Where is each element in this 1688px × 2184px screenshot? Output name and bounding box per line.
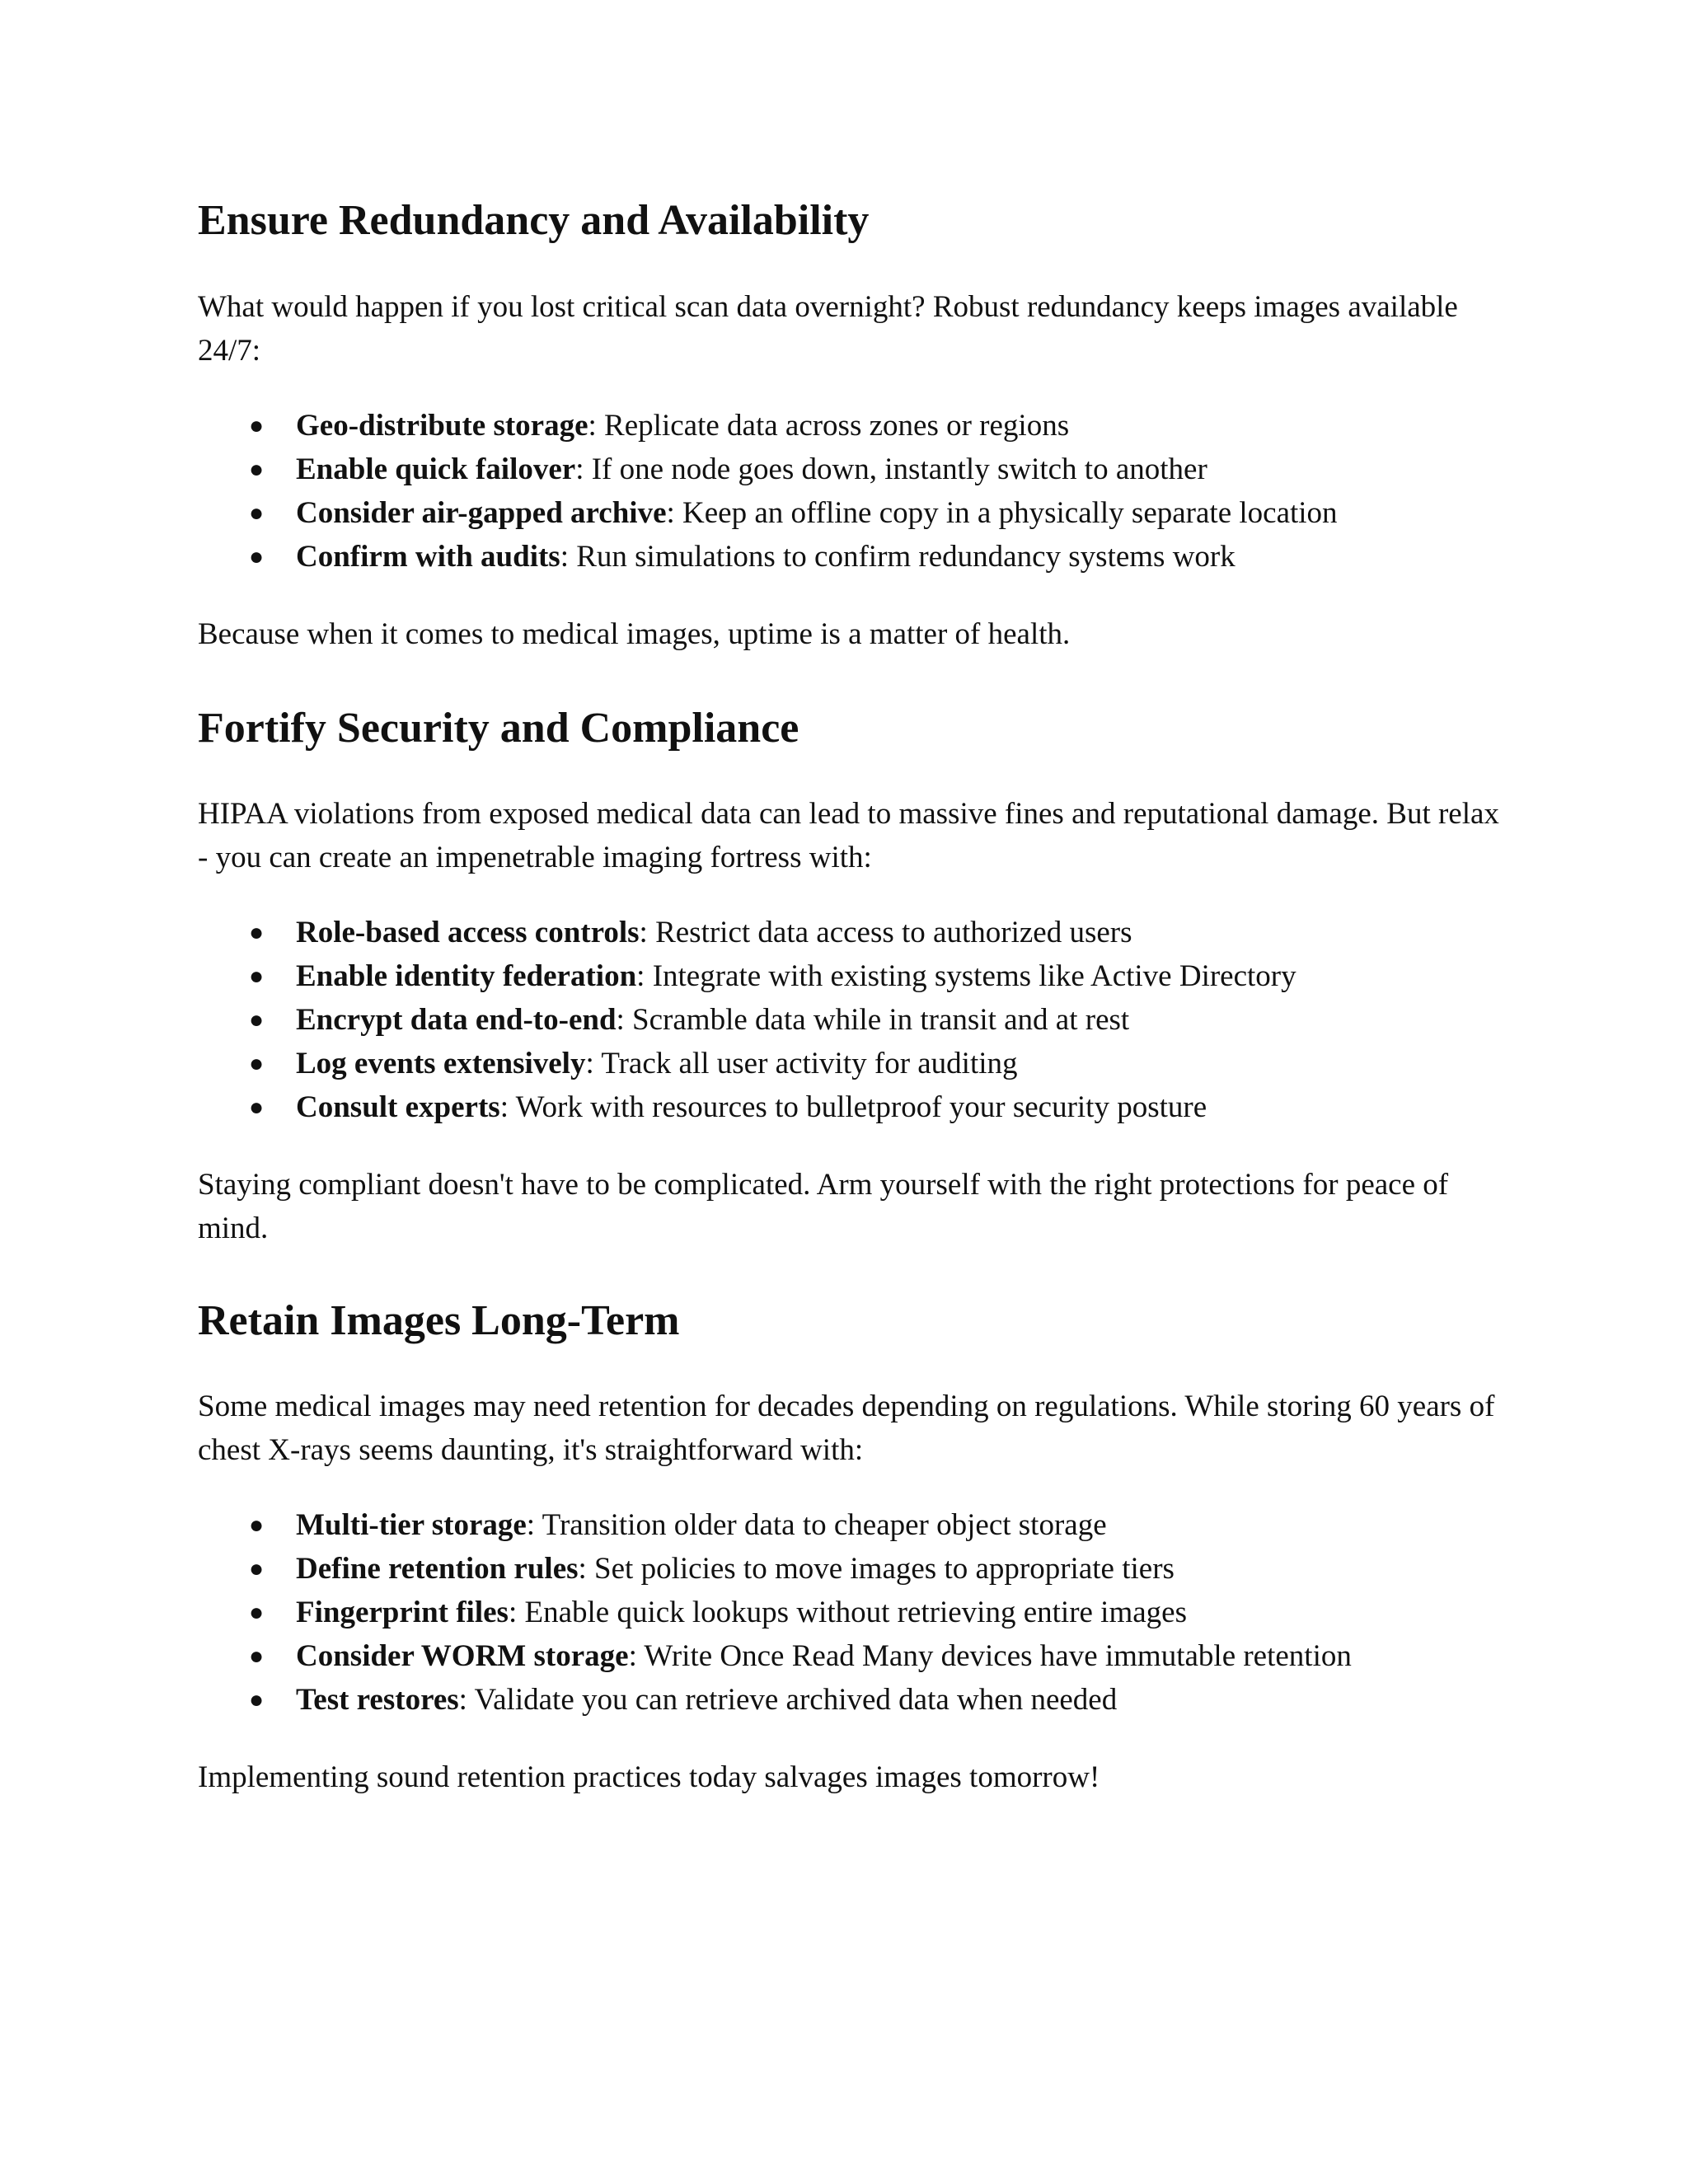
list-item (198, 1547, 1500, 1591)
bullet-icon: ● (249, 1050, 265, 1077)
bullet-icon: ● (249, 1643, 265, 1670)
bullet-list-retention (198, 1503, 1500, 1722)
bullet-icon: ● (249, 412, 265, 439)
list-item-term: Encrypt data end-to-end (296, 1003, 617, 1037)
list-item-term: Consider WORM storage (296, 1639, 629, 1673)
list-item-desc: : Keep an offline copy in a physically separate location (666, 496, 1338, 530)
bullet-list-security (198, 911, 1500, 1129)
list-item (198, 1503, 1500, 1547)
list-item-term: Geo-distribute storage (296, 409, 588, 443)
list-item (198, 998, 1500, 1042)
bullet-icon: ● (249, 1599, 265, 1626)
bullet-list-redundancy (198, 404, 1500, 579)
list-item-term: Enable identity federation (296, 959, 637, 993)
list-item-desc: : Restrict data access to authorized users (639, 916, 1132, 949)
list-item-term: Test restores (296, 1683, 459, 1717)
list-item (198, 1042, 1500, 1085)
list-item-desc: : Scramble data while in transit and at rest (616, 1003, 1130, 1037)
section-intro-retention: Some medical images may need retention for decades depending on regulations. While storing 60 years of chest X-rays seems daunting, it's straightforward with: (198, 1390, 1495, 1467)
list-item (198, 491, 1500, 535)
list-item-desc: : Set policies to move images to appropriate tiers (578, 1552, 1175, 1586)
bullet-icon: ● (249, 1511, 265, 1539)
section-heading-retention: Retain Images Long-Term (198, 1297, 680, 1344)
list-item (198, 911, 1500, 954)
section-outro-security: Staying compliant doesn't have to be complicated. Arm yourself with the right protections for peace of mind. (198, 1168, 1449, 1245)
bullet-icon: ● (249, 543, 265, 570)
list-item-term: Multi-tier storage (296, 1508, 527, 1542)
list-item-term: Consult experts (296, 1090, 500, 1124)
list-item-term: Role-based access controls (296, 916, 640, 949)
list-item (198, 1634, 1500, 1678)
section-outro-redundancy: Because when it comes to medical images, uptime is a matter of health. (198, 617, 1071, 651)
list-item-desc: : If one node goes down, instantly switch to another (575, 452, 1207, 486)
list-item-desc: : Write Once Read Many devices have immutable retention (628, 1639, 1352, 1673)
list-item (198, 1085, 1500, 1129)
list-item-term: Log events extensively (296, 1047, 586, 1080)
section-outro-retention: Implementing sound retention practices today salvages images tomorrow! (198, 1760, 1100, 1794)
bullet-icon: ● (249, 919, 265, 946)
bullet-icon: ● (249, 1555, 265, 1582)
list-item-desc: : Replicate data across zones or regions (588, 409, 1070, 443)
list-item-term: Define retention rules (296, 1552, 579, 1586)
bullet-icon: ● (249, 963, 265, 990)
bullet-icon: ● (249, 1094, 265, 1121)
list-item (198, 954, 1500, 998)
list-item-desc: : Integrate with existing systems like Active Directory (636, 959, 1296, 993)
bullet-icon: ● (249, 1006, 265, 1033)
list-item-desc: : Work with resources to bulletproof your security posture (499, 1090, 1207, 1124)
list-item (198, 535, 1500, 579)
section-heading-redundancy: Ensure Redundancy and Availability (198, 197, 870, 244)
section-intro-security: HIPAA violations from exposed medical data can lead to massive fines and reputational damage. But relax - you can create an impenetrable imaging fortress with: (198, 797, 1499, 874)
list-item-desc: : Transition older data to cheaper object storage (526, 1508, 1107, 1542)
list-item-term: Enable quick failover (296, 452, 576, 486)
list-item-desc: : Enable quick lookups without retrieving entire images (508, 1596, 1187, 1629)
bullet-icon: ● (249, 499, 265, 527)
list-item-term: Consider air-gapped archive (296, 496, 667, 530)
list-item-term: Fingerprint files (296, 1596, 509, 1629)
list-item-desc: : Validate you can retrieve archived data when needed (458, 1683, 1118, 1717)
section-heading-security: Fortify Security and Compliance (198, 705, 799, 752)
list-item (198, 448, 1500, 491)
list-item (198, 1591, 1500, 1634)
list-item (198, 1678, 1500, 1722)
bullet-icon: ● (249, 456, 265, 483)
list-item-desc: : Run simulations to confirm redundancy systems work (560, 540, 1236, 574)
list-item-term: Confirm with audits (296, 540, 560, 574)
list-item-desc: : Track all user activity for auditing (585, 1047, 1018, 1080)
bullet-icon: ● (249, 1686, 265, 1713)
section-intro-redundancy: What would happen if you lost critical scan data overnight? Robust redundancy keeps images available 24/7: (198, 290, 1458, 368)
list-item (198, 404, 1500, 448)
